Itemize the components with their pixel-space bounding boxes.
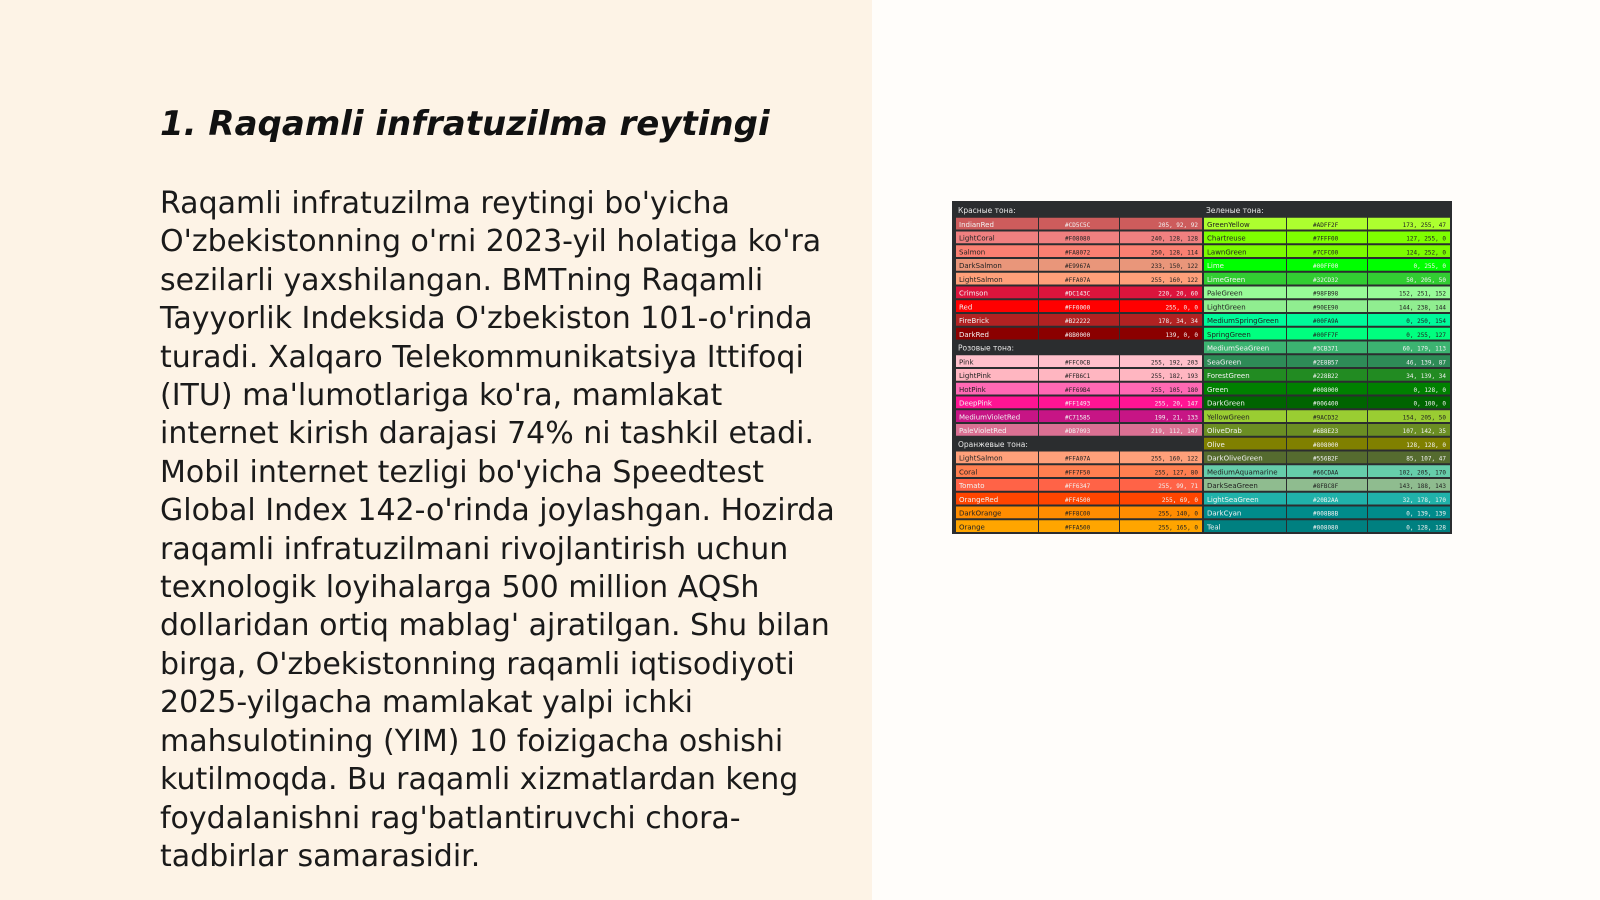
- color-hex-text: #F08080: [1065, 235, 1091, 243]
- color-rgb-text: 255, 160, 122: [1151, 276, 1198, 284]
- color-rgb-text: 255, 105, 180: [1151, 386, 1198, 394]
- color-rgb-text: 178, 34, 34: [1158, 318, 1198, 325]
- color-rgb-text: 219, 112, 147: [1151, 428, 1198, 435]
- color-row: [956, 452, 1202, 464]
- color-name-text: IndianRed: [959, 220, 994, 229]
- color-row: [1204, 328, 1450, 340]
- color-name-text: LimeGreen: [1207, 275, 1246, 284]
- color-name-text: SeaGreen: [1207, 358, 1242, 367]
- color-hex-text: #FFB6C1: [1065, 373, 1091, 380]
- color-hex-text: #FF7F50: [1065, 469, 1091, 477]
- color-row: [1204, 410, 1450, 422]
- color-row: [956, 507, 1202, 519]
- color-name-text: GreenYellow: [1207, 220, 1250, 229]
- color-row: [1204, 300, 1450, 312]
- color-row: [1204, 424, 1450, 436]
- color-name-text: Pink: [959, 358, 974, 367]
- color-hex-text: #B22222: [1065, 318, 1091, 325]
- color-rgb-text: 173, 255, 47: [1402, 221, 1446, 229]
- color-name-text: LightPink: [959, 372, 991, 380]
- color-group-header: Оранжевые тона:: [958, 439, 1028, 449]
- color-name-text: Olive: [1207, 440, 1225, 449]
- color-row: [956, 232, 1202, 244]
- color-row: [956, 369, 1202, 381]
- color-table-svg: [952, 201, 1452, 534]
- color-hex-text: #556B2F: [1313, 455, 1339, 463]
- color-hex-text: #7FFF00: [1313, 235, 1339, 243]
- color-name-text: LightGreen: [1207, 303, 1246, 312]
- color-rgb-text: 127, 255, 0: [1406, 235, 1446, 243]
- color-name-text: Tomato: [959, 482, 985, 490]
- color-row: [1204, 520, 1450, 532]
- color-hex-text: #ADFF2F: [1313, 221, 1339, 229]
- color-hex-text: #00FF7F: [1313, 331, 1339, 339]
- color-hex-text: #808000: [1313, 441, 1339, 449]
- color-rgb-text: 199, 21, 133: [1154, 414, 1198, 422]
- color-rgb-text: 152, 251, 152: [1399, 290, 1446, 298]
- color-rgb-text: 205, 92, 92: [1158, 221, 1198, 229]
- color-name-text: MediumSeaGreen: [1207, 344, 1270, 353]
- color-name-text: SpringGreen: [1207, 330, 1251, 339]
- color-row: [1204, 369, 1450, 381]
- color-hex-text: #00FA9A: [1313, 318, 1339, 325]
- color-row: [956, 355, 1202, 367]
- color-name-text: DarkSeaGreen: [1207, 482, 1258, 490]
- color-rgb-text: 0, 255, 127: [1406, 331, 1446, 339]
- color-row: [956, 300, 1202, 312]
- color-rgb-text: 255, 182, 193: [1151, 373, 1198, 380]
- color-rgb-text: 255, 165, 0: [1158, 524, 1198, 532]
- color-hex-text: #7CFC00: [1313, 249, 1339, 257]
- color-rgb-text: 255, 0, 0: [1165, 304, 1198, 312]
- color-rgb-text: 46, 139, 87: [1406, 359, 1446, 367]
- color-name-text: Teal: [1207, 523, 1221, 532]
- color-row: [956, 424, 1202, 436]
- color-row: [956, 410, 1202, 422]
- color-row: [956, 520, 1202, 532]
- color-row: [956, 259, 1202, 271]
- color-row: [1204, 355, 1450, 367]
- color-rgb-text: 143, 188, 143: [1399, 483, 1446, 490]
- color-rgb-text: 233, 150, 122: [1151, 263, 1198, 270]
- color-row: [1204, 438, 1450, 450]
- color-rgb-text: 34, 139, 34: [1406, 373, 1446, 380]
- color-row: [956, 465, 1202, 477]
- color-hex-text: #DB7093: [1065, 428, 1091, 435]
- color-hex-text: #FFC0CB: [1065, 359, 1091, 367]
- color-table-image: [952, 201, 1452, 534]
- color-hex-text: #FFA500: [1065, 524, 1091, 532]
- color-row: [1204, 507, 1450, 519]
- color-hex-text: #008080: [1313, 524, 1339, 532]
- color-rgb-text: 255, 160, 122: [1151, 455, 1198, 463]
- color-row: [1204, 342, 1450, 354]
- color-hex-text: #008000: [1313, 386, 1339, 394]
- color-rgb-text: 255, 127, 80: [1154, 469, 1198, 477]
- color-row: [956, 328, 1202, 340]
- color-hex-text: #90EE90: [1313, 304, 1339, 312]
- color-row: [956, 273, 1202, 285]
- color-row: [956, 479, 1202, 491]
- color-name-text: DarkCyan: [1207, 509, 1242, 518]
- color-row: [956, 218, 1202, 230]
- color-row: [956, 383, 1202, 395]
- color-name-text: OrangeRed: [959, 495, 999, 504]
- color-name-text: DarkGreen: [1207, 399, 1245, 408]
- color-rgb-text: 0, 128, 0: [1413, 386, 1446, 394]
- color-name-text: PaleVioletRed: [959, 427, 1007, 435]
- color-rgb-text: 102, 205, 170: [1399, 469, 1446, 477]
- color-name-text: FireBrick: [959, 317, 990, 325]
- color-hex-text: #20B2AA: [1313, 496, 1339, 504]
- color-hex-text: #FF4500: [1065, 496, 1091, 504]
- color-name-text: ForestGreen: [1207, 372, 1250, 380]
- color-name-text: DarkOrange: [959, 509, 1002, 518]
- color-hex-text: #008B8B: [1313, 510, 1339, 518]
- color-hex-text: #FF1493: [1065, 400, 1091, 408]
- color-group-header: Красные тона:: [958, 206, 1016, 215]
- color-hex-text: #C71585: [1065, 414, 1091, 422]
- color-hex-text: #FF8C00: [1065, 510, 1091, 518]
- color-hex-text: #6B8E23: [1313, 428, 1339, 435]
- color-rgb-text: 0, 139, 139: [1406, 510, 1446, 518]
- color-name-text: Coral: [959, 468, 978, 477]
- color-name-text: Chartreuse: [1207, 234, 1246, 243]
- color-name-text: YellowGreen: [1207, 413, 1250, 422]
- color-row: [1204, 245, 1450, 257]
- color-hex-text: #32CD32: [1313, 276, 1339, 284]
- color-hex-text: #CD5C5C: [1065, 221, 1091, 229]
- color-row: [956, 245, 1202, 257]
- color-row: [1204, 465, 1450, 477]
- color-row: [956, 314, 1202, 326]
- color-row: [1204, 493, 1450, 505]
- color-rgb-text: 250, 128, 114: [1151, 249, 1198, 257]
- color-hex-text: #FF6347: [1065, 483, 1091, 490]
- color-rgb-text: 128, 128, 0: [1406, 441, 1446, 449]
- color-name-text: LightSalmon: [959, 454, 1003, 463]
- color-name-text: Crimson: [959, 289, 988, 298]
- color-hex-text: #DC143C: [1065, 290, 1091, 298]
- color-hex-text: #FFA07A: [1065, 455, 1091, 463]
- color-rgb-text: 255, 99, 71: [1158, 483, 1198, 490]
- color-rgb-text: 240, 128, 128: [1151, 235, 1198, 243]
- color-rgb-text: 60, 179, 113: [1402, 345, 1446, 353]
- color-hex-text: #98FB98: [1313, 290, 1339, 298]
- slide-paragraph: Raqamli infratuzilma reytingi bo'yicha O'zbekistonning o'rni 2023-yil holatiga ko'ra sezilarli yaxshilangan. BMTning Raqamli Tayyorlik Indeksida O'zbekiston 101-o'rinda turadi. Xalqaro Telekommunikatsiya Ittifoqi (ITU) ma'lumotlariga ko'ra, mamlakat internet kirish darajasi 74% ni tashkil etadi. Mobil internet tezligi bo'yicha Speedtest Global Index 142-o'rinda joylashgan. Hozirda raqamli infratuzilmani rivojlantirish uchun texnologik loyihalarga 500 million AQSh dollaridan ortiq mablag' ajratilgan. Shu bilan birga, O'zbekistonning raqamli iqtisodiyoti 2025-yilgacha mamlakat yalpi ichki mahsulotining (YIM) 10 foizigacha oshishi kutilmoqda. Bu raqamli xizmatlardan keng foydalanishni rag'batlantiruvchi chora-tadbirlar samarasidir.: [160, 186, 835, 874]
- color-rgb-text: 85, 107, 47: [1406, 455, 1446, 463]
- color-name-text: LightSeaGreen: [1207, 495, 1259, 504]
- color-hex-text: #FF0000: [1065, 304, 1091, 312]
- color-rgb-text: 255, 192, 203: [1151, 359, 1198, 367]
- color-row: [1204, 273, 1450, 285]
- color-rgb-text: 255, 20, 147: [1154, 400, 1198, 408]
- color-rgb-text: 0, 100, 0: [1413, 400, 1446, 408]
- color-name-text: DarkRed: [959, 330, 989, 339]
- color-hex-text: #E9967A: [1065, 263, 1091, 270]
- color-name-text: PaleGreen: [1207, 289, 1243, 298]
- color-name-text: MediumVioletRed: [959, 413, 1021, 422]
- color-hex-text: #9ACD32: [1313, 414, 1339, 422]
- color-name-text: Orange: [959, 523, 985, 532]
- color-rgb-text: 220, 20, 60: [1158, 290, 1198, 298]
- color-rgb-text: 0, 255, 0: [1413, 263, 1446, 270]
- color-hex-text: #FA8072: [1065, 249, 1091, 257]
- color-row: [1204, 218, 1450, 230]
- color-rgb-text: 107, 142, 35: [1402, 428, 1446, 435]
- color-row: [1204, 479, 1450, 491]
- color-hex-text: #006400: [1313, 400, 1339, 408]
- color-hex-text: #66CDAA: [1313, 469, 1339, 477]
- color-name-text: HotPink: [959, 385, 986, 394]
- color-row: [1204, 383, 1450, 395]
- color-row: [1204, 287, 1450, 299]
- color-hex-text: #FFA07A: [1065, 276, 1091, 284]
- color-hex-text: #2E8B57: [1313, 359, 1339, 367]
- color-row: [956, 397, 1202, 409]
- color-row: [1204, 232, 1450, 244]
- color-hex-text: #3CB371: [1313, 345, 1339, 353]
- color-hex-text: #8B0000: [1065, 331, 1091, 339]
- color-name-text: OliveDrab: [1207, 427, 1242, 435]
- color-group-header: Розовые тона:: [958, 343, 1015, 353]
- color-row: [956, 493, 1202, 505]
- color-rgb-text: 50, 205, 50: [1406, 276, 1446, 284]
- color-name-text: DarkOliveGreen: [1207, 454, 1263, 463]
- color-rgb-text: 255, 69, 0: [1161, 496, 1198, 504]
- color-name-text: Green: [1207, 385, 1229, 394]
- color-rgb-text: 144, 238, 144: [1399, 304, 1446, 312]
- color-hex-text: #8FBC8F: [1313, 483, 1339, 490]
- color-rgb-text: 255, 140, 0: [1158, 510, 1198, 518]
- color-rgb-text: 0, 128, 128: [1406, 524, 1446, 532]
- color-rgb-text: 154, 205, 50: [1402, 414, 1446, 422]
- color-row: [1204, 314, 1450, 326]
- color-hex-text: #228B22: [1313, 373, 1339, 380]
- color-rgb-text: 32, 178, 170: [1402, 496, 1446, 504]
- slide-title: 1. Raqamli infratuzilma reytingi: [160, 104, 770, 144]
- color-rgb-text: 0, 250, 154: [1406, 318, 1446, 325]
- color-name-text: LightCoral: [959, 234, 995, 243]
- color-name-text: Red: [959, 303, 973, 312]
- color-hex-text: #00FF00: [1313, 263, 1339, 270]
- color-row: [1204, 259, 1450, 271]
- color-rgb-text: 139, 0, 0: [1165, 331, 1198, 339]
- color-rgb-text: 124, 252, 0: [1406, 249, 1446, 257]
- color-name-text: Salmon: [959, 248, 986, 257]
- color-name-text: LawnGreen: [1207, 248, 1247, 257]
- color-group-header: Зеленые тона:: [1206, 206, 1264, 215]
- color-name-text: DeepPink: [959, 399, 992, 408]
- color-row: [1204, 397, 1450, 409]
- color-row: [956, 287, 1202, 299]
- color-hex-text: #FF69B4: [1065, 386, 1091, 394]
- color-name-text: DarkSalmon: [959, 262, 1002, 270]
- color-name-text: Lime: [1207, 262, 1224, 270]
- color-name-text: MediumAquamarine: [1207, 468, 1278, 477]
- color-name-text: LightSalmon: [959, 275, 1003, 284]
- color-row: [1204, 452, 1450, 464]
- color-name-text: MediumSpringGreen: [1207, 317, 1279, 325]
